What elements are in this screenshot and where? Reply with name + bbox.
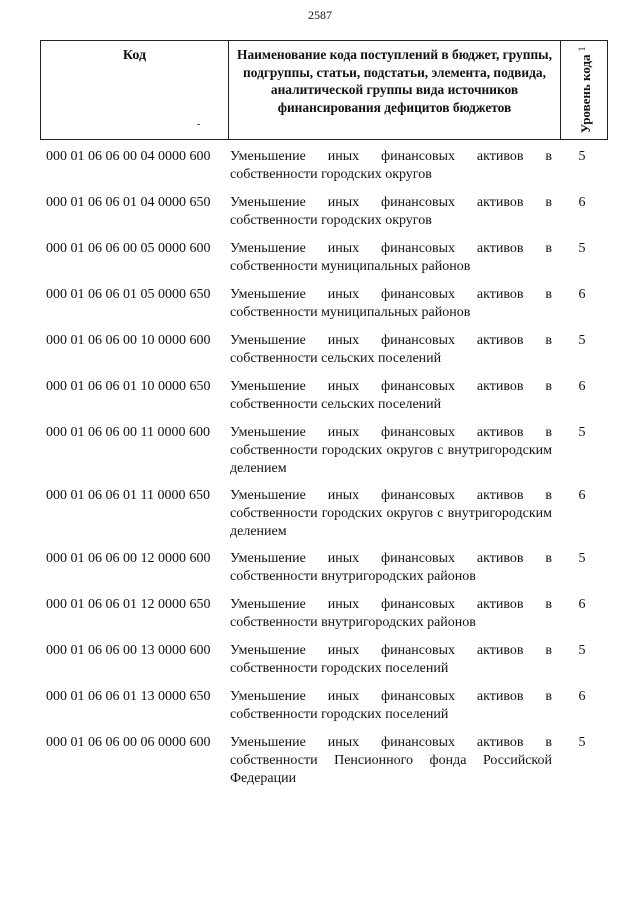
row-code: 000 01 06 06 01 05 0000 650 [46,287,211,302]
row-name: Уменьшение иных финансовых активов в собственности сельских поселений [230,333,552,366]
row-code: 000 01 06 06 00 12 0000 600 [46,551,211,566]
header-name-cell [229,41,561,139]
header-level-footnote: 1 [576,46,587,52]
page-number: 2587 [308,8,332,22]
row-code: 000 01 06 06 00 13 0000 600 [46,643,211,658]
row-level: 6 [578,287,586,302]
row-code: 000 01 06 06 00 10 0000 600 [46,333,211,348]
row-name: Уменьшение иных финансовых активов в собственности городских округов [230,195,552,228]
row-name: Уменьшение иных финансовых активов в собственности городских поселений [230,689,552,722]
row-level: 5 [578,241,586,256]
row-level: 6 [578,597,586,612]
row-name: Уменьшение иных финансовых активов в собственности Пенсионного фонда Российской Федерации [230,735,552,786]
row-level: 5 [578,333,586,348]
row-code: 000 01 06 06 01 12 0000 650 [46,597,211,612]
header-level-label: Уровень кода [578,54,594,134]
row-name: Уменьшение иных финансовых активов в собственности городских округов с внутригородским делением [230,488,552,539]
row-name: Уменьшение иных финансовых активов в собственности городских округов [230,149,552,182]
row-code: 000 01 06 06 01 13 0000 650 [46,689,211,704]
row-name: Уменьшение иных финансовых активов в собственности внутригородских районов [230,551,552,584]
row-level: 6 [578,488,586,503]
row-level: 6 [578,689,586,704]
header-level-cell [561,41,607,139]
row-code: 000 01 06 06 00 06 0000 600 [46,735,211,750]
row-level: 5 [578,149,586,164]
row-code: 000 01 06 06 00 11 0000 600 [46,425,210,440]
row-name: Уменьшение иных финансовых активов в собственности внутригородских районов [230,597,552,630]
table-header [40,40,608,140]
row-name: Уменьшение иных финансовых активов в собственности муниципальных районов [230,287,552,320]
header-code-cell [41,41,229,139]
row-code: 000 01 06 06 01 11 0000 650 [46,488,210,503]
row-code: 000 01 06 06 01 10 0000 650 [46,379,211,394]
row-name: Уменьшение иных финансовых активов в собственности городских округов с внутригородским делением [230,425,552,476]
header-code-label: Код [122,48,147,63]
header-name-label: Наименование кода поступлений в бюджет, группы, подгруппы, статьи, подстатьи, элемента, подвида, аналитической группы вида источников финансирования дефицитов бюджетов [237,47,552,115]
row-name: Уменьшение иных финансовых активов в собственности сельских поселений [230,379,552,412]
row-level: 5 [578,551,586,566]
header-level-text [575,47,593,134]
row-code: 000 01 06 06 01 04 0000 650 [46,195,211,210]
row-name: Уменьшение иных финансовых активов в собственности городских поселений [230,643,552,676]
row-level: 6 [578,195,586,210]
row-level: 5 [578,643,586,658]
row-code: 000 01 06 06 00 04 0000 600 [46,149,211,164]
row-level: 5 [578,735,586,750]
row-name: Уменьшение иных финансовых активов в собственности муниципальных районов [230,241,552,274]
row-level: 6 [578,379,586,394]
row-level: 5 [578,425,586,440]
header-code-mark: - [197,119,201,130]
row-code: 000 01 06 06 00 05 0000 600 [46,241,211,256]
